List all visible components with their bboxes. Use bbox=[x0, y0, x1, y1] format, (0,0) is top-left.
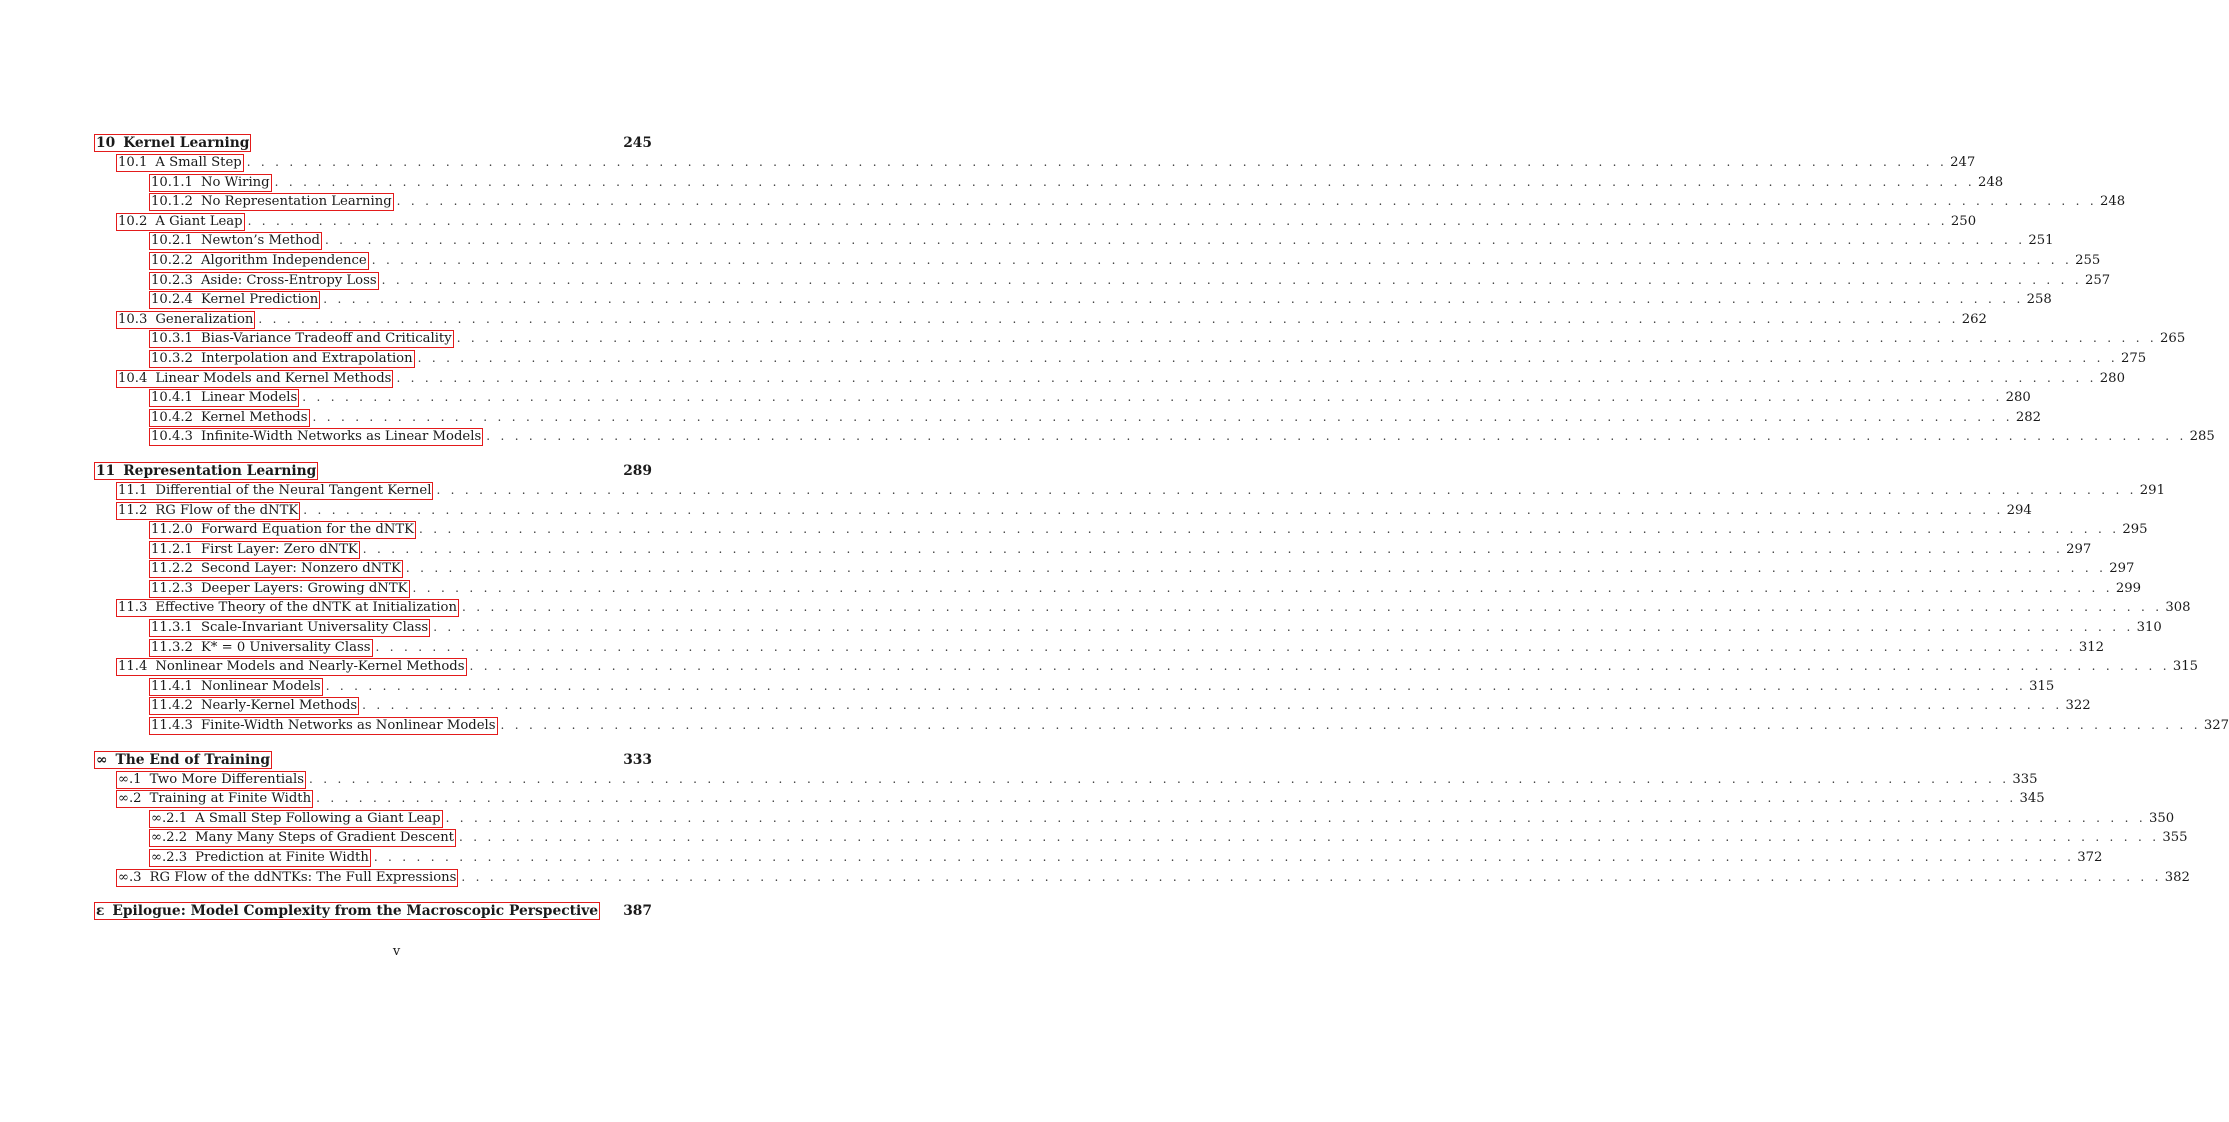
toc-subsection bbox=[94, 560, 2135, 580]
toc-link[interactable] bbox=[149, 291, 320, 309]
toc-title: Representation Learning bbox=[123, 462, 317, 479]
dot-leader: . . . . . . . . . . . . . . . . . . . . . . . . . . . . . . . . . . . . . . . . . . . . . . . . . . . . . . . . . . . . . . . . . . . . . . . . . . . . . . . . . . . . . . . . . . . . . . . . . . . . . . . . . . . . . . . . . . . . . . . . bbox=[433, 620, 2134, 635]
toc-page-number: 333 bbox=[623, 751, 652, 768]
toc-title: Deeper Layers: Growing dNTK bbox=[200, 580, 408, 596]
toc-section bbox=[94, 658, 2199, 678]
toc-number: ∞.2.1 bbox=[151, 810, 188, 826]
toc-link[interactable] bbox=[149, 717, 498, 735]
toc-title: Nonlinear Models bbox=[200, 678, 321, 694]
toc-page-number: 289 bbox=[623, 462, 652, 479]
toc-section bbox=[94, 311, 1987, 331]
toc-page-number: 262 bbox=[1961, 311, 1987, 327]
toc-subsection bbox=[94, 521, 2148, 541]
toc-title: A Giant Leap bbox=[155, 213, 243, 229]
toc-page-number: 265 bbox=[2160, 331, 2186, 347]
toc-number: 10.2 bbox=[118, 213, 148, 229]
toc-link[interactable] bbox=[116, 154, 244, 172]
toc-title: First Layer: Zero dNTK bbox=[200, 541, 358, 557]
dot-leader: . . . . . . . . . . . . . . . . . . . . . . . . . . . . . . . . . . . . . . . . . . . . . . . . . . . . . . . . . . . . . . . . . . . . . . . . . . . . . . . . . . . . . . . . . . . . . . . . . . . . . . . . . . . . . . . . . . . . . . . . bbox=[396, 370, 2097, 385]
toc-title: Prediction at Finite Width bbox=[195, 850, 369, 865]
toc-page-number: 387 bbox=[623, 903, 652, 920]
toc-number: ∞.3 bbox=[118, 869, 142, 885]
toc-number: 10.2.3 bbox=[151, 272, 193, 288]
toc-link[interactable] bbox=[94, 462, 318, 480]
toc-subsection bbox=[94, 389, 2031, 409]
toc-page-number: 248 bbox=[2100, 194, 2126, 210]
toc-number: 10.4.3 bbox=[151, 429, 193, 445]
toc-section bbox=[94, 790, 2045, 810]
toc-page-number: 297 bbox=[2109, 561, 2135, 577]
dot-leader: . . . . . . . . . . . . . . . . . . . . . . . . . . . . . . . . . . . . . . . . . . . . . . . . . . . . . . . . . . . . . . . . . . . . . . . . . . . . . . . . . . . . . . . . . . . . . . . . . . . . . . . . . . . . . . . . . . . . . . . . bbox=[469, 659, 2170, 674]
toc-title: Kernel Methods bbox=[200, 409, 308, 425]
toc-link[interactable] bbox=[149, 849, 371, 867]
toc-page-number: 308 bbox=[2165, 600, 2191, 616]
toc-link[interactable] bbox=[149, 560, 403, 578]
toc-page-number: 355 bbox=[2162, 830, 2188, 846]
toc-page-number: 285 bbox=[2189, 429, 2215, 445]
page-number: v bbox=[392, 944, 401, 959]
toc-title: No Representation Learning bbox=[200, 194, 392, 210]
toc-number: 11.3.1 bbox=[151, 620, 193, 636]
toc-number: ∞.1 bbox=[118, 771, 142, 787]
toc-title: Kernel Learning bbox=[123, 135, 250, 151]
toc-number: 10.1 bbox=[118, 155, 148, 170]
toc-title: Aside: Cross-Entropy Loss bbox=[200, 272, 377, 288]
toc-page-number: 350 bbox=[2148, 810, 2175, 826]
toc-link[interactable] bbox=[149, 541, 360, 559]
toc-page-number: 280 bbox=[2005, 390, 2031, 406]
dot-leader: . . . . . . . . . . . . . . . . . . . . . . . . . . . . . . . . . . . . . . . . . . . . . . . . . . . . . . . . . . . . . . . . . . . . . . . . . . . . . . . . . . . . . . . . . . . . . . . . . . . . . . . . . . . . . . . . . . . . . . . . bbox=[436, 482, 2137, 497]
dot-leader: . . . . . . . . . . . . . . . . . . . . . . . . . . . . . . . . . . . . . . . . . . . . . . . . . . . . . . . . . . . . . . . . . . . . . . . . . . . . . . . . . . . . . . . . . . . . . . . . . . . . . . . . . . . . . . . . . . . . . . . . bbox=[461, 600, 2163, 615]
toc-page-number: 250 bbox=[1950, 213, 1977, 229]
toc-number: 11.3 bbox=[118, 600, 148, 616]
toc-link[interactable] bbox=[149, 272, 379, 290]
toc-page-number: 251 bbox=[2028, 233, 2054, 249]
toc-number: 10.2.1 bbox=[151, 233, 193, 249]
toc-page-number: 335 bbox=[2012, 771, 2038, 787]
dot-leader: . . . . . . . . . . . . . . . . . . . . . . . . . . . . . . . . . . . . . . . . . . . . . . . . . . . . . . . . . . . . . . . . . . . . . . . . . . . . . . . . . . . . . . . . . . . . . . . . . . . . . . . . . . . . . . . . . . . . . . . . bbox=[371, 252, 2073, 267]
toc-number: 11.4.3 bbox=[151, 718, 193, 734]
toc-number: 11.3.2 bbox=[151, 639, 193, 655]
dot-leader: . . . . . . . . . . . . . . . . . . . . . . . . . . . . . . . . . . . . . . . . . . . . . . . . . . . . . . . . . . . . . . . . . . . . . . . . . . . . . . . . . . . . . . . . . . . . . . . . . . . . . . . . . . . . . . . . . . . . . . . . bbox=[381, 272, 2083, 287]
toc-chapter bbox=[94, 134, 652, 154]
toc-page-number: 327 bbox=[2203, 718, 2229, 734]
dot-leader: . . . . . . . . . . . . . . . . . . . . . . . . . . . . . . . . . . . . . . . . . . . . . . . . . . . . . . . . . . . . . . . . . . . . . . . . . . . . . . . . . . . . . . . . . . . . . . . . . . . . . . . . . . . . . . . . . . . . . . . . bbox=[459, 830, 2160, 845]
dot-leader: . . . . . . . . . . . . . . . . . . . . . . . . . . . . . . . . . . . . . . . . . . . . . . . . . . . . . . . . . . . . . . . . . . . . . . . . . . . . . . . . . . . . . . . . . . . . . . . . . . . . . . . . . . . . . . . . . . . . . . . . bbox=[258, 311, 1959, 326]
toc-link[interactable] bbox=[149, 829, 456, 847]
dot-leader: . . . . . . . . . . . . . . . . . . . . . . . . . . . . . . . . . . . . . . . . . . . . . . . . . . . . . . . . . . . . . . . . . . . . . . . . . . . . . . . . . . . . . . . . . . . . . . . . . . . . . . . . . . . . . . . . . . . . . . . . bbox=[486, 429, 2187, 444]
toc-title: Algorithm Independence bbox=[200, 252, 367, 268]
toc-link[interactable] bbox=[116, 771, 306, 789]
toc-link[interactable] bbox=[94, 902, 600, 920]
toc-link[interactable] bbox=[116, 213, 245, 231]
toc-chapter bbox=[94, 462, 652, 482]
toc-title: Newton’s Method bbox=[200, 233, 320, 249]
toc-link[interactable] bbox=[149, 409, 310, 427]
dot-leader: . . . . . . . . . . . . . . . . . . . . . . . . . . . . . . . . . . . . . . . . . . . . . . . . . . . . . . . . . . . . . . . . . . . . . . . . . . . . . . . . . . . . . . . . . . . . . . . . . . . . . . . . . . . . . . . . . . . . . . . . bbox=[312, 409, 2013, 424]
toc-number: ∞.2.3 bbox=[151, 850, 188, 865]
toc-number: 11.4 bbox=[118, 659, 148, 675]
toc-page-number: 248 bbox=[1977, 174, 2004, 190]
toc-link[interactable] bbox=[94, 751, 272, 769]
toc-number: 11.2.2 bbox=[151, 561, 193, 577]
toc-title: Nonlinear Models and Nearly-Kernel Methods bbox=[155, 659, 465, 675]
toc-link[interactable] bbox=[149, 232, 322, 250]
toc-section bbox=[94, 599, 2191, 619]
table-of-contents bbox=[94, 134, 2229, 922]
toc-number: ∞.2.2 bbox=[151, 830, 188, 846]
toc-number: 11.2 bbox=[118, 502, 148, 518]
dot-leader: . . . . . . . . . . . . . . . . . . . . . . . . . . . . . . . . . . . . . . . . . . . . . . . . . . . . . . . . . . . . . . . . . . . . . . . . . . . . . . . . . . . . . . . . . . . . . . . . . . . . . . . . . . . . . . . . . . . . . . . . bbox=[373, 850, 2075, 864]
toc-title: Scale-Invariant Universality Class bbox=[200, 620, 429, 636]
toc-subsection bbox=[94, 849, 2103, 869]
dot-leader: . . . . . . . . . . . . . . . . . . . . . . . . . . . . . . . . . . . . . . . . . . . . . . . . . . . . . . . . . . . . . . . . . . . . . . . . . . . . . . . . . . . . . . . . . . . . . . . . . . . . . . . . . . . . . . . . . . . . . . . . bbox=[419, 522, 2120, 537]
toc-link[interactable] bbox=[149, 428, 483, 446]
toc-link[interactable] bbox=[116, 370, 393, 388]
toc-subsection bbox=[94, 541, 2092, 561]
dot-leader: . . . . . . . . . . . . . . . . . . . . . . . . . . . . . . . . . . . . . . . . . . . . . . . . . . . . . . . . . . . . . . . . . . . . . . . . . . . . . . . . . . . . . . . . . . . . . . . . . . . . . . . . . . . . . . . . . . . . . . . . bbox=[396, 194, 2098, 209]
toc-subsection bbox=[94, 829, 2188, 849]
toc-link[interactable] bbox=[116, 869, 458, 887]
toc-title: Two More Differentials bbox=[149, 771, 304, 787]
toc-title: Many Many Steps of Gradient Descent bbox=[195, 830, 454, 846]
toc-subsection bbox=[94, 810, 2175, 830]
toc-page-number: 280 bbox=[2099, 370, 2125, 386]
toc-page-number: 322 bbox=[2065, 698, 2091, 714]
dot-leader: . . . . . . . . . . . . . . . . . . . . . . . . . . . . . . . . . . . . . . . . . . . . . . . . . . . . . . . . . . . . . . . . . . . . . . . . . . . . . . . . . . . . . . . . . . . . . . . . . . . . . . . . . . . . . . . . . . . . . . . . bbox=[362, 541, 2064, 556]
toc-title: Differential of the Neural Tangent Kernel bbox=[155, 482, 432, 498]
toc-number: ∞.2 bbox=[118, 791, 142, 807]
toc-link[interactable] bbox=[149, 174, 272, 192]
toc-number: 11.2.1 bbox=[151, 541, 193, 557]
toc-link[interactable] bbox=[116, 790, 313, 808]
dot-leader: . . . . . . . . . . . . . . . . . . . . . . . . . . . . . . . . . . . . . . . . . . . . . . . . . . . . . . . . . . . . . . . . . . . . . . . . . . . . . . . . . . . . . . . . . . . . . . . . . . . . . . . . . . . . . . . . . . . . . . . . bbox=[412, 580, 2113, 595]
toc-title: RG Flow of the dNTK bbox=[155, 502, 299, 518]
toc-number: 10.3 bbox=[118, 311, 148, 327]
toc-subsection bbox=[94, 252, 2101, 272]
toc-title: Linear Models and Kernel Methods bbox=[155, 370, 392, 386]
toc-page-number: 372 bbox=[2077, 850, 2103, 865]
toc-page-number: 247 bbox=[1950, 155, 1976, 170]
toc-number: 10.1.2 bbox=[151, 194, 193, 210]
toc-number: 10.2.2 bbox=[151, 252, 193, 268]
toc-page-number: 295 bbox=[2122, 522, 2148, 538]
toc-number: 11.4.1 bbox=[151, 678, 193, 694]
toc-page-number: 310 bbox=[2136, 620, 2162, 636]
dot-leader: . . . . . . . . . . . . . . . . . . . . . . . . . . . . . . . . . . . . . . . . . . . . . . . . . . . . . . . . . . . . . . . . . . . . . . . . . . . . . . . . . . . . . . . . . . . . . . . . . . . . . . . . . . . . . . . . . . . . . . . . bbox=[246, 155, 1948, 169]
toc-page-number: 315 bbox=[2172, 659, 2199, 675]
toc-page-number: 255 bbox=[2075, 252, 2101, 268]
toc-page-number: 315 bbox=[2029, 678, 2055, 694]
dot-leader: . . . . . . . . . . . . . . . . . . . . . . . . . . . . . . . . . . . . . . . . . . . . . . . . . . . . . . . . . . . . . . . . . . . . . . . . . . . . . . . . . . . . . . . . . . . . . . . . . . . . . . . . . . . . . . . . . . . . . . . . bbox=[302, 390, 2003, 405]
toc-number: 10 bbox=[96, 135, 116, 151]
dot-leader: . . . . . . . . . . . . . . . . . . . . . . . . . . . . . . . . . . . . . . . . . . . . . . . . . . . . . . . . . . . . . . . . . . . . . . . . . . . . . . . . . . . . . . . . . . . . . . . . . . . . . . . . . . . . . . . . . . . . . . . . bbox=[417, 350, 2118, 365]
dot-leader: . . . . . . . . . . . . . . . . . . . . . . . . . . . . . . . . . . . . . . . . . . . . . . . . . . . . . . . . . . . . . . . . . . . . . . . . . . . . . . . . . . . . . . . . . . . . . . . . . . . . . . . . . . . . . . . . . . . . . . . . bbox=[461, 869, 2162, 884]
toc-link[interactable] bbox=[149, 350, 415, 368]
toc-subsection bbox=[94, 174, 2004, 194]
toc-number: 11.2.3 bbox=[151, 580, 193, 596]
toc-link[interactable] bbox=[116, 599, 459, 617]
toc-number: 11.2.0 bbox=[151, 522, 193, 538]
dot-leader: . . . . . . . . . . . . . . . . . . . . . . . . . . . . . . . . . . . . . . . . . . . . . . . . . . . . . . . . . . . . . . . . . . . . . . . . . . . . . . . . . . . . . . . . . . . . . . . . . . . . . . . . . . . . . . . . . . . . . . . . bbox=[405, 561, 2107, 576]
toc-page-number: 291 bbox=[2139, 482, 2165, 498]
dot-leader: . . . . . . . . . . . . . . . . . . . . . . . . . . . . . . . . . . . . . . . . . . . . . . . . . . . . . . . . . . . . . . . . . . . . . . . . . . . . . . . . . . . . . . . . . . . . . . . . . . . . . . . . . . . . . . . . . . . . . . . . bbox=[316, 791, 2017, 806]
toc-title: Epilogue: Model Complexity from the Macroscopic Perspective bbox=[112, 903, 599, 920]
toc-page-number: 345 bbox=[2019, 791, 2045, 807]
toc-number: 10.1.1 bbox=[151, 174, 193, 190]
dot-leader: . . . . . . . . . . . . . . . . . . . . . . . . . . . . . . . . . . . . . . . . . . . . . . . . . . . . . . . . . . . . . . . . . . . . . . . . . . . . . . . . . . . . . . . . . . . . . . . . . . . . . . . . . . . . . . . . . . . . . . . . bbox=[309, 771, 2010, 786]
toc-title: Infinite-Width Networks as Linear Models bbox=[200, 429, 482, 445]
toc-section bbox=[94, 771, 2038, 791]
toc-subsection bbox=[94, 272, 2111, 292]
toc-page-number: 257 bbox=[2085, 272, 2111, 288]
toc-title: RG Flow of the ddNTKs: The Full Expressions bbox=[149, 869, 457, 885]
toc-section bbox=[94, 502, 2032, 522]
toc-section bbox=[94, 869, 2190, 889]
toc-number: 10.2.4 bbox=[151, 292, 193, 308]
toc-page-number: 258 bbox=[2026, 292, 2052, 308]
dot-leader: . . . . . . . . . . . . . . . . . . . . . . . . . . . . . . . . . . . . . . . . . . . . . . . . . . . . . . . . . . . . . . . . . . . . . . . . . . . . . . . . . . . . . . . . . . . . . . . . . . . . . . . . . . . . . . . . . . . . . . . . bbox=[323, 292, 2024, 307]
dot-leader: . . . . . . . . . . . . . . . . . . . . . . . . . . . . . . . . . . . . . . . . . . . . . . . . . . . . . . . . . . . . . . . . . . . . . . . . . . . . . . . . . . . . . . . . . . . . . . . . . . . . . . . . . . . . . . . . . . . . . . . . bbox=[500, 718, 2201, 733]
toc-chapter bbox=[94, 902, 652, 922]
toc-title: Linear Models bbox=[200, 390, 298, 406]
toc-link[interactable] bbox=[116, 502, 300, 520]
toc-subsection bbox=[94, 409, 2042, 429]
toc-number: 10.3.2 bbox=[151, 350, 193, 366]
toc-page-number: 294 bbox=[2006, 502, 2032, 518]
toc-subsection bbox=[94, 193, 2126, 213]
toc-subsection bbox=[94, 639, 2105, 659]
toc-link[interactable] bbox=[149, 639, 373, 657]
toc-page-number: 382 bbox=[2164, 869, 2190, 885]
toc-title: The End of Training bbox=[115, 751, 270, 768]
toc-link[interactable] bbox=[116, 482, 433, 500]
dot-leader: . . . . . . . . . . . . . . . . . . . . . . . . . . . . . . . . . . . . . . . . . . . . . . . . . . . . . . . . . . . . . . . . . . . . . . . . . . . . . . . . . . . . . . . . . . . . . . . . . . . . . . . . . . . . . . . . . . . . . . . . bbox=[324, 233, 2026, 248]
toc-number: ∞ bbox=[96, 751, 108, 768]
dot-leader: . . . . . . . . . . . . . . . . . . . . . . . . . . . . . . . . . . . . . . . . . . . . . . . . . . . . . . . . . . . . . . . . . . . . . . . . . . . . . . . . . . . . . . . . . . . . . . . . . . . . . . . . . . . . . . . . . . . . . . . . bbox=[247, 213, 1948, 228]
toc-subsection bbox=[94, 330, 2186, 350]
toc-section bbox=[94, 213, 1977, 233]
toc-subsection bbox=[94, 350, 2147, 370]
toc-link[interactable] bbox=[149, 330, 454, 348]
toc-subsection bbox=[94, 428, 2215, 448]
toc-title: Nearly-Kernel Methods bbox=[200, 698, 358, 714]
toc-number: 10.4 bbox=[118, 370, 148, 386]
dot-leader: . . . . . . . . . . . . . . . . . . . . . . . . . . . . . . . . . . . . . . . . . . . . . . . . . . . . . . . . . . . . . . . . . . . . . . . . . . . . . . . . . . . . . . . . . . . . . . . . . . . . . . . . . . . . . . . . . . . . . . . . bbox=[362, 698, 2063, 713]
toc-title: A Small Step Following a Giant Leap bbox=[195, 810, 441, 826]
toc-link[interactable] bbox=[94, 134, 251, 152]
toc-title: Finite-Width Networks as Nonlinear Models bbox=[200, 718, 496, 734]
toc-number: 10.3.1 bbox=[151, 331, 193, 347]
toc-link[interactable] bbox=[149, 521, 416, 539]
toc-section bbox=[94, 370, 2125, 390]
toc-subsection bbox=[94, 678, 2055, 698]
toc-subsection bbox=[94, 717, 2229, 737]
toc-link[interactable] bbox=[116, 658, 467, 676]
toc-chapter bbox=[94, 751, 652, 771]
toc-page-number: 245 bbox=[623, 135, 652, 151]
dot-leader: . . . . . . . . . . . . . . . . . . . . . . . . . . . . . . . . . . . . . . . . . . . . . . . . . . . . . . . . . . . . . . . . . . . . . . . . . . . . . . . . . . . . . . . . . . . . . . . . . . . . . . . . . . . . . . . . . . . . . . . . bbox=[325, 678, 2027, 693]
toc-page-number: 297 bbox=[2066, 541, 2092, 557]
toc-section bbox=[94, 482, 2165, 502]
toc-page-number: 312 bbox=[2078, 639, 2105, 655]
dot-leader: . . . . . . . . . . . . . . . . . . . . . . . . . . . . . . . . . . . . . . . . . . . . . . . . . . . . . . . . . . . . . . . . . . . . . . . . . . . . . . . . . . . . . . . . . . . . . . . . . . . . . . . . . . . . . . . . . . . . . . . . bbox=[445, 810, 2146, 825]
toc-page-number: 282 bbox=[2015, 409, 2042, 425]
toc-number: ε bbox=[96, 903, 105, 920]
toc-link[interactable] bbox=[149, 252, 369, 270]
toc-number: 10.4.1 bbox=[151, 390, 193, 406]
toc-subsection bbox=[94, 291, 2052, 311]
toc-link[interactable] bbox=[149, 193, 394, 211]
toc-subsection bbox=[94, 232, 2054, 252]
toc-number: 10.4.2 bbox=[151, 409, 193, 425]
dot-leader: . . . . . . . . . . . . . . . . . . . . . . . . . . . . . . . . . . . . . . . . . . . . . . . . . . . . . . . . . . . . . . . . . . . . . . . . . . . . . . . . . . . . . . . . . . . . . . . . . . . . . . . . . . . . . . . . . . . . . . . . bbox=[456, 331, 2158, 346]
toc-title: Kernel Prediction bbox=[200, 292, 319, 308]
toc-title: Forward Equation for the dNTK bbox=[200, 522, 415, 538]
dot-leader: . . . . . . . . . . . . . . . . . . . . . . . . . . . . . . . . . . . . . . . . . . . . . . . . . . . . . . . . . . . . . . . . . . . . . . . . . . . . . . . . . . . . . . . . . . . . . . . . . . . . . . . . . . . . . . . . . . . . . . . . bbox=[274, 174, 1975, 189]
toc-title: Effective Theory of the dNTK at Initialization bbox=[155, 600, 457, 616]
toc-title: A Small Step bbox=[155, 155, 242, 170]
toc-link[interactable] bbox=[149, 810, 443, 828]
toc-title: Training at Finite Width bbox=[149, 791, 312, 807]
toc-title: K* = 0 Universality Class bbox=[200, 639, 371, 655]
toc-number: 11.1 bbox=[118, 482, 148, 498]
toc-title: Bias-Variance Tradeoff and Criticality bbox=[200, 331, 452, 347]
toc-link[interactable] bbox=[149, 697, 359, 715]
dot-leader: . . . . . . . . . . . . . . . . . . . . . . . . . . . . . . . . . . . . . . . . . . . . . . . . . . . . . . . . . . . . . . . . . . . . . . . . . . . . . . . . . . . . . . . . . . . . . . . . . . . . . . . . . . . . . . . . . . . . . . . . bbox=[375, 639, 2076, 654]
toc-section bbox=[94, 154, 1976, 174]
toc-link[interactable] bbox=[149, 580, 410, 598]
toc-link[interactable] bbox=[149, 389, 299, 407]
toc-subsection bbox=[94, 580, 2142, 600]
toc-subsection bbox=[94, 697, 2091, 717]
toc-title: Generalization bbox=[155, 311, 254, 327]
dot-leader: . . . . . . . . . . . . . . . . . . . . . . . . . . . . . . . . . . . . . . . . . . . . . . . . . . . . . . . . . . . . . . . . . . . . . . . . . . . . . . . . . . . . . . . . . . . . . . . . . . . . . . . . . . . . . . . . . . . . . . . . bbox=[303, 502, 2004, 517]
toc-page-number: 299 bbox=[2115, 580, 2142, 596]
toc-link[interactable] bbox=[116, 311, 255, 329]
toc-title: Second Layer: Nonzero dNTK bbox=[200, 561, 401, 577]
toc-link[interactable] bbox=[149, 678, 323, 696]
toc-title: No Wiring bbox=[200, 174, 270, 190]
toc-number: 11.4.2 bbox=[151, 698, 193, 714]
toc-page-number: 275 bbox=[2120, 350, 2147, 366]
toc-number: 11 bbox=[96, 462, 116, 479]
toc-link[interactable] bbox=[149, 619, 430, 637]
toc-title: Interpolation and Extrapolation bbox=[200, 350, 413, 366]
toc-subsection bbox=[94, 619, 2162, 639]
